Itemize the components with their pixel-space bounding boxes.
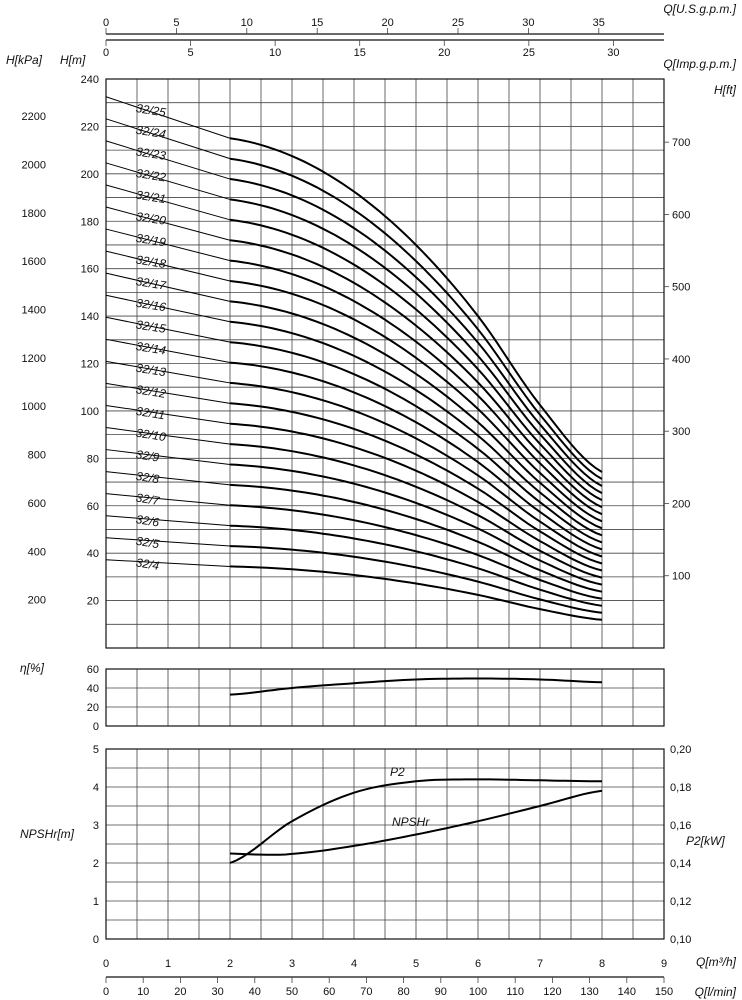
lmin-tick-label: 30: [211, 986, 224, 998]
head-ft-tick-label: 300: [672, 426, 691, 439]
head-curve-label: 32/5: [134, 533, 161, 552]
lmin-tick-label: 60: [323, 986, 336, 998]
m3h-tick-label: 7: [536, 958, 544, 970]
impgpm-tick-label: 30: [607, 47, 620, 59]
kpa-axis-label: H[kPa]: [6, 53, 43, 67]
lmin-tick-label: 130: [580, 986, 599, 998]
p2-axis-label: P2[kW]: [686, 834, 725, 848]
head-curve-label: 32/15: [134, 317, 167, 336]
head-curve-label: 32/21: [134, 187, 167, 207]
head-curve-label: 32/23: [134, 144, 167, 163]
head-curve-label: 32/10: [134, 425, 167, 445]
head-ft-tick-label: 500: [672, 281, 691, 294]
head-m-tick-label: 120: [80, 358, 99, 371]
kpa-tick-label: 800: [27, 449, 46, 462]
lmin-tick-label: 20: [174, 986, 187, 998]
m3h-axis-label: Q[m³/h]: [695, 955, 736, 969]
lmin-tick-label: 40: [248, 986, 261, 998]
kpa-tick-label: 200: [27, 594, 46, 607]
m3h-tick-label: 8: [598, 958, 606, 970]
lmin-tick-label: 0: [102, 986, 110, 998]
usgpm-tick-label: 10: [240, 17, 253, 29]
head-m-tick-label: 140: [80, 311, 99, 324]
head-m-tick-label: 160: [80, 263, 99, 276]
usgpm-tick-label: 0: [102, 17, 110, 29]
usgpm-tick-label: 20: [381, 17, 394, 29]
lmin-tick-label: 10: [137, 986, 150, 998]
kpa-tick-label: 2000: [21, 159, 46, 172]
lmin-tick-label: 90: [434, 986, 447, 998]
head-curve-label: 32/16: [134, 295, 167, 315]
impgpm-tick-label: 20: [438, 47, 451, 59]
impgpm-tick-label: 10: [269, 47, 282, 59]
impgpm-tick-label: 0: [102, 47, 110, 59]
impgpm-axis-label: Q[Imp.g.p.m.]: [663, 57, 736, 71]
head-m-tick-label: 60: [86, 500, 99, 513]
npshr-tick-label: 0: [92, 934, 99, 946]
kpa-tick-label: 600: [27, 497, 46, 510]
npshr-axis-label: NPSHr[m]: [20, 827, 74, 841]
impgpm-tick-label: 15: [353, 47, 366, 59]
m3h-tick-label: 2: [226, 958, 234, 970]
head-curve-label: 32/18: [134, 252, 167, 272]
lmin-tick-label: 110: [506, 986, 524, 998]
kpa-tick-label: 1800: [21, 207, 46, 220]
lmin-axis-label: Q[l/min]: [694, 985, 736, 999]
npshr-tick-label: 3: [92, 820, 99, 832]
m3h-tick-label: 5: [412, 958, 420, 970]
head-curve-label: 32/13: [134, 360, 167, 380]
npshr-tick-label: 2: [92, 858, 99, 870]
head-curve-label: 32/17: [134, 274, 167, 293]
efficiency-axis-label: η[%]: [20, 661, 44, 675]
p2-tick-label: 0,16: [670, 820, 692, 832]
head-ft-tick-label: 700: [672, 137, 691, 150]
head-curve-label: 32/25: [134, 101, 167, 120]
head-m-tick-label: 180: [80, 216, 99, 229]
head-m-tick-label: 20: [86, 595, 99, 608]
lmin-tick-label: 70: [360, 986, 373, 998]
kpa-tick-label: 2200: [21, 111, 46, 124]
lmin-tick-label: 150: [654, 986, 674, 998]
usgpm-axis-label: Q[U.S.g.p.m.]: [663, 2, 736, 16]
p2-tick-label: 0,18: [670, 782, 692, 794]
head-m-tick-label: 100: [80, 405, 99, 418]
lmin-tick-label: 140: [617, 986, 636, 998]
kpa-tick-label: 1600: [21, 256, 46, 269]
head-m-tick-label: 200: [80, 168, 99, 181]
head-m-tick-label: 240: [80, 74, 99, 86]
head-curve-label: 32/4: [134, 555, 161, 573]
usgpm-tick-label: 25: [451, 17, 465, 29]
head-curve-label: 32/14: [134, 339, 167, 358]
usgpm-tick-label: 5: [173, 17, 180, 29]
head-m-tick-label: 220: [80, 121, 99, 134]
head-m-axis-label: H[m]: [60, 53, 86, 67]
lmin-tick-label: 50: [285, 986, 299, 998]
lmin-tick-label: 80: [397, 986, 410, 998]
m3h-tick-label: 0: [102, 958, 110, 970]
usgpm-tick-label: 30: [522, 17, 535, 29]
kpa-tick-label: 400: [27, 546, 46, 559]
p2-tick-label: 0,10: [670, 934, 692, 946]
lmin-tick-label: 100: [468, 986, 488, 998]
npshr-tick-label: 4: [92, 782, 99, 794]
m3h-tick-label: 4: [350, 958, 358, 970]
p2-tick-label: 0,20: [670, 744, 692, 756]
head-curve-label: 32/7: [134, 490, 161, 508]
npshr-tick-label: 1: [92, 896, 99, 908]
head-ft-tick-label: 600: [672, 209, 691, 222]
head-m-tick-label: 40: [86, 548, 99, 561]
head-curve-label: 32/19: [134, 230, 167, 250]
kpa-tick-label: 1400: [21, 304, 46, 317]
head-curve-label: 32/8: [134, 468, 161, 487]
efficiency-tick-label: 0: [92, 721, 99, 733]
head-curve-label: 32/9: [134, 447, 161, 465]
usgpm-tick-label: 15: [311, 17, 324, 29]
impgpm-tick-label: 25: [522, 47, 535, 59]
efficiency-tick-label: 40: [86, 683, 99, 695]
head-curve-label: 32/6: [134, 512, 161, 530]
p2-tick-label: 0,14: [670, 858, 692, 870]
head-curve-label: 32/24: [134, 122, 167, 142]
head-ft-tick-label: 400: [672, 353, 691, 366]
lmin-tick-label: 120: [543, 986, 562, 998]
head-ft-axis-label: H[ft]: [713, 83, 736, 97]
usgpm-tick-label: 35: [592, 17, 605, 29]
p2-tick-label: 0,12: [670, 896, 692, 908]
efficiency-tick-label: 20: [86, 702, 99, 714]
head-curve-label: 32/12: [134, 382, 167, 401]
efficiency-tick-label: 60: [86, 664, 99, 676]
m3h-tick-label: 1: [164, 958, 172, 970]
head-ft-tick-label: 200: [672, 498, 691, 511]
npshr-curve-label: NPSHr: [392, 815, 430, 829]
m3h-tick-label: 3: [288, 958, 296, 970]
head-m-tick-label: 80: [86, 453, 99, 466]
kpa-tick-label: 1200: [21, 352, 46, 365]
kpa-tick-label: 1000: [21, 401, 46, 414]
m3h-tick-label: 6: [474, 958, 482, 970]
npshr-tick-label: 5: [92, 744, 99, 756]
m3h-tick-label: 9: [660, 958, 668, 970]
head-curve-label: 32/11: [134, 403, 166, 423]
head-curve-label: 32/20: [134, 209, 167, 228]
head-curve-label: 32/22: [134, 165, 167, 185]
impgpm-tick-label: 5: [187, 47, 194, 59]
p2-curve-label: P2: [390, 765, 405, 779]
head-ft-tick-label: 100: [672, 570, 691, 583]
